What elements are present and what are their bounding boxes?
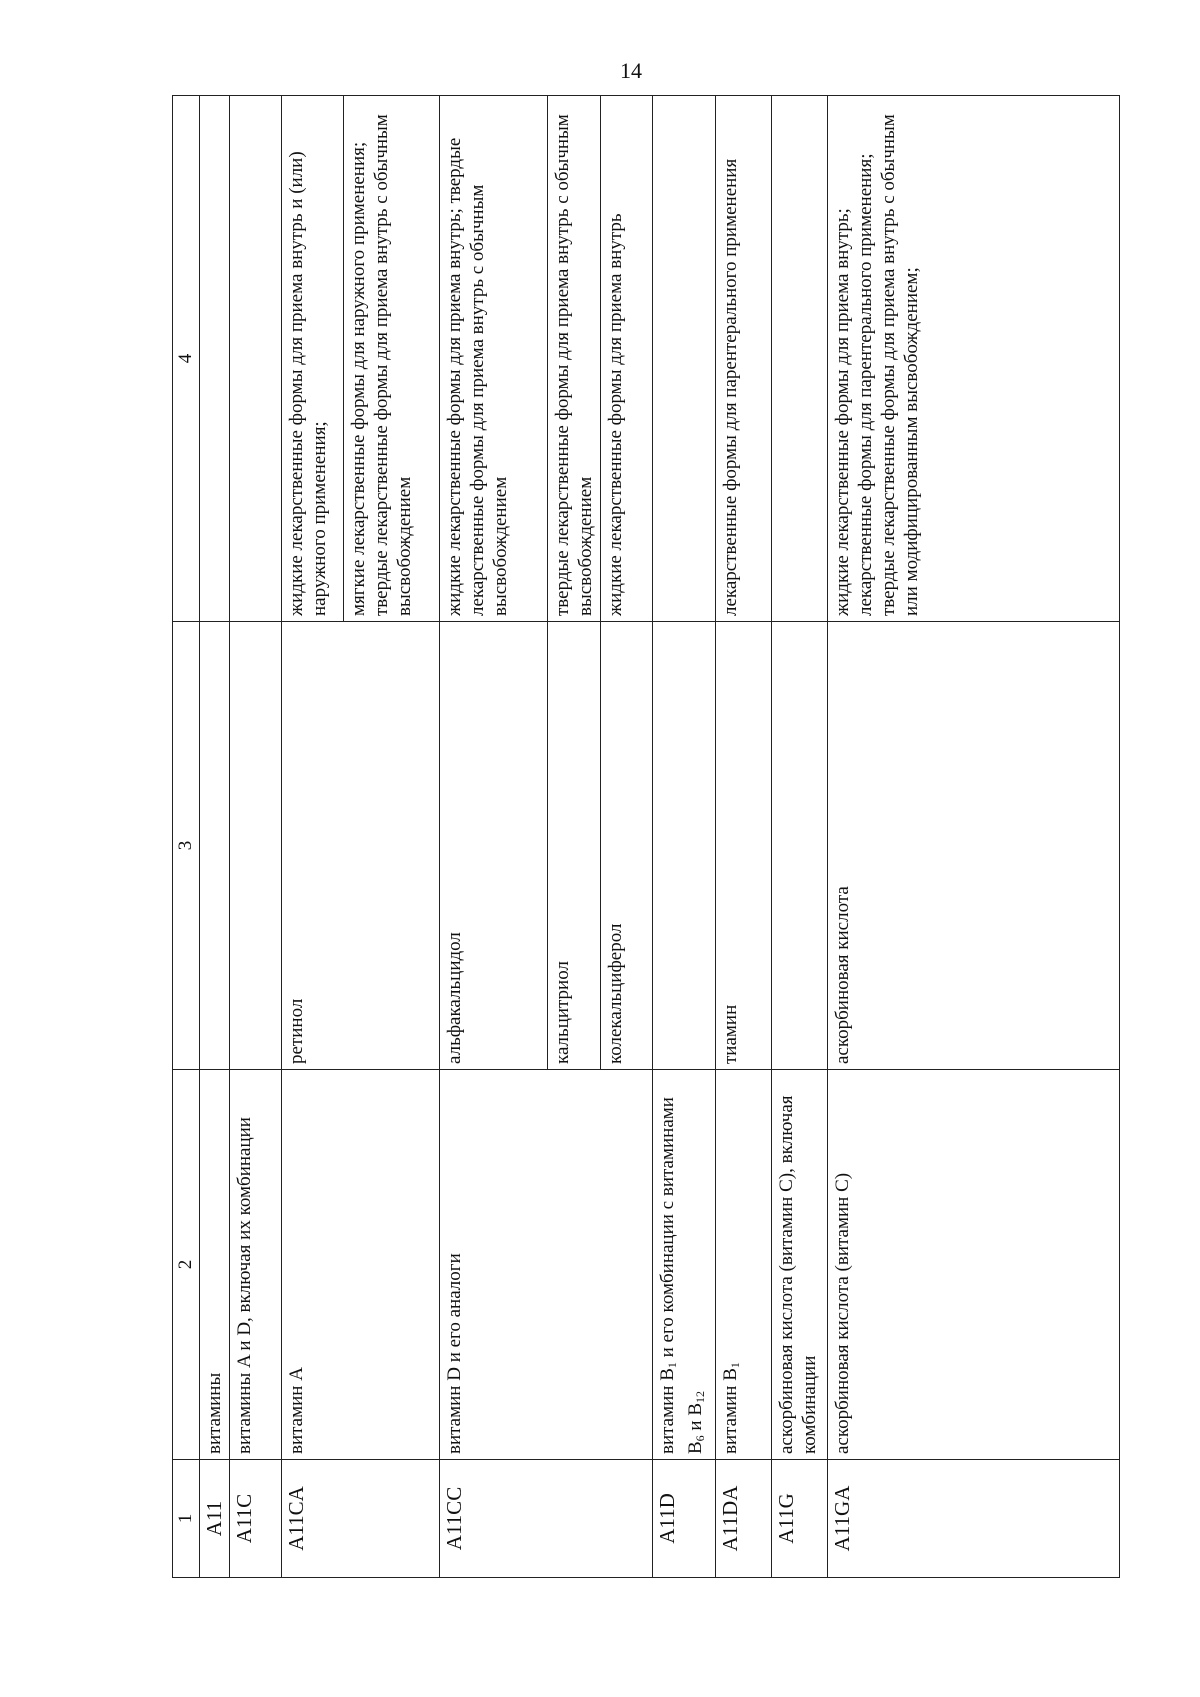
dosage-form: лекарственные формы для парентерального применения <box>716 96 772 622</box>
table-row <box>772 96 828 1578</box>
atc-code: A11D <box>653 1460 716 1578</box>
header-row <box>173 96 200 1578</box>
drug-name: кальцитриол <box>548 622 601 1070</box>
dosage-form <box>653 96 716 622</box>
atc-code: A11 <box>200 1460 230 1578</box>
table-row <box>282 96 344 1578</box>
table-row <box>200 96 230 1578</box>
dosage-form: жидкие лекарственные формы для приема внутрь; лекарственные формы для парентерального применения; твердые лекарственные формы для приема внутрь с обычным или модифицированным высвобождением; <box>828 96 1120 622</box>
atc-code: A11CA <box>282 1460 440 1578</box>
group-name: аскорбиновая кислота (витамин C) <box>828 1070 1120 1460</box>
drug-name <box>200 622 230 1070</box>
rotated-table-container <box>172 96 1120 1578</box>
atc-code: A11G <box>772 1460 828 1578</box>
drug-name: альфакальцидол <box>440 622 548 1070</box>
drug-name: тиамин <box>716 622 772 1070</box>
table-row <box>716 96 772 1578</box>
header-col-4: 4 <box>173 96 200 622</box>
atc-code: A11CC <box>440 1460 653 1578</box>
group-name: витамин $B_1$ <box>716 1070 772 1460</box>
group-name: витамины A и D, включая их комбинации <box>230 1070 282 1460</box>
drug-table <box>172 95 1120 1578</box>
table-row <box>230 96 282 1578</box>
dosage-form <box>200 96 230 622</box>
dosage-form: твердые лекарственные формы для приема внутрь с обычным высвобождением <box>548 96 601 622</box>
atc-code: A11DA <box>716 1460 772 1578</box>
drug-name: колекальциферол <box>601 622 653 1070</box>
dosage-form <box>772 96 828 622</box>
drug-name: аскорбиновая кислота <box>828 622 1120 1070</box>
header-col-1: 1 <box>173 1460 200 1578</box>
drug-name <box>653 622 716 1070</box>
atc-code: A11GA <box>828 1460 1120 1578</box>
dosage-form: жидкие лекарственные формы для приема внутрь <box>601 96 653 622</box>
dosage-form: жидкие лекарственные формы для приема внутрь и (или) наружного применения; <box>282 96 344 622</box>
group-name: витамин $B_1$ и его комбинации с витаминами $B_6$ и $B_{12}$ <box>653 1070 716 1460</box>
drug-name: ретинол <box>282 622 440 1070</box>
group-name: витамин A <box>282 1070 440 1460</box>
group-name: витамин D и его аналоги <box>440 1070 653 1460</box>
table-row <box>440 96 548 1578</box>
drug-name <box>772 622 828 1070</box>
page-number: 14 <box>620 58 642 83</box>
table-row <box>653 96 716 1578</box>
dosage-form: жидкие лекарственные формы для приема внутрь; твердые лекарственные формы для приема внутрь с обычным высвобождением <box>440 96 548 622</box>
header-col-3: 3 <box>173 622 200 1070</box>
dosage-form <box>230 96 282 622</box>
group-name: витамины <box>200 1070 230 1460</box>
atc-code: A11C <box>230 1460 282 1578</box>
group-name: аскорбиновая кислота (витамин C), включая комбинации <box>772 1070 828 1460</box>
drug-name <box>230 622 282 1070</box>
table-row <box>828 96 1120 1578</box>
header-col-2: 2 <box>173 1070 200 1460</box>
dosage-form: мягкие лекарственные формы для наружного применения; твердые лекарственные формы для приема внутрь с обычным высвобождением <box>344 96 440 622</box>
